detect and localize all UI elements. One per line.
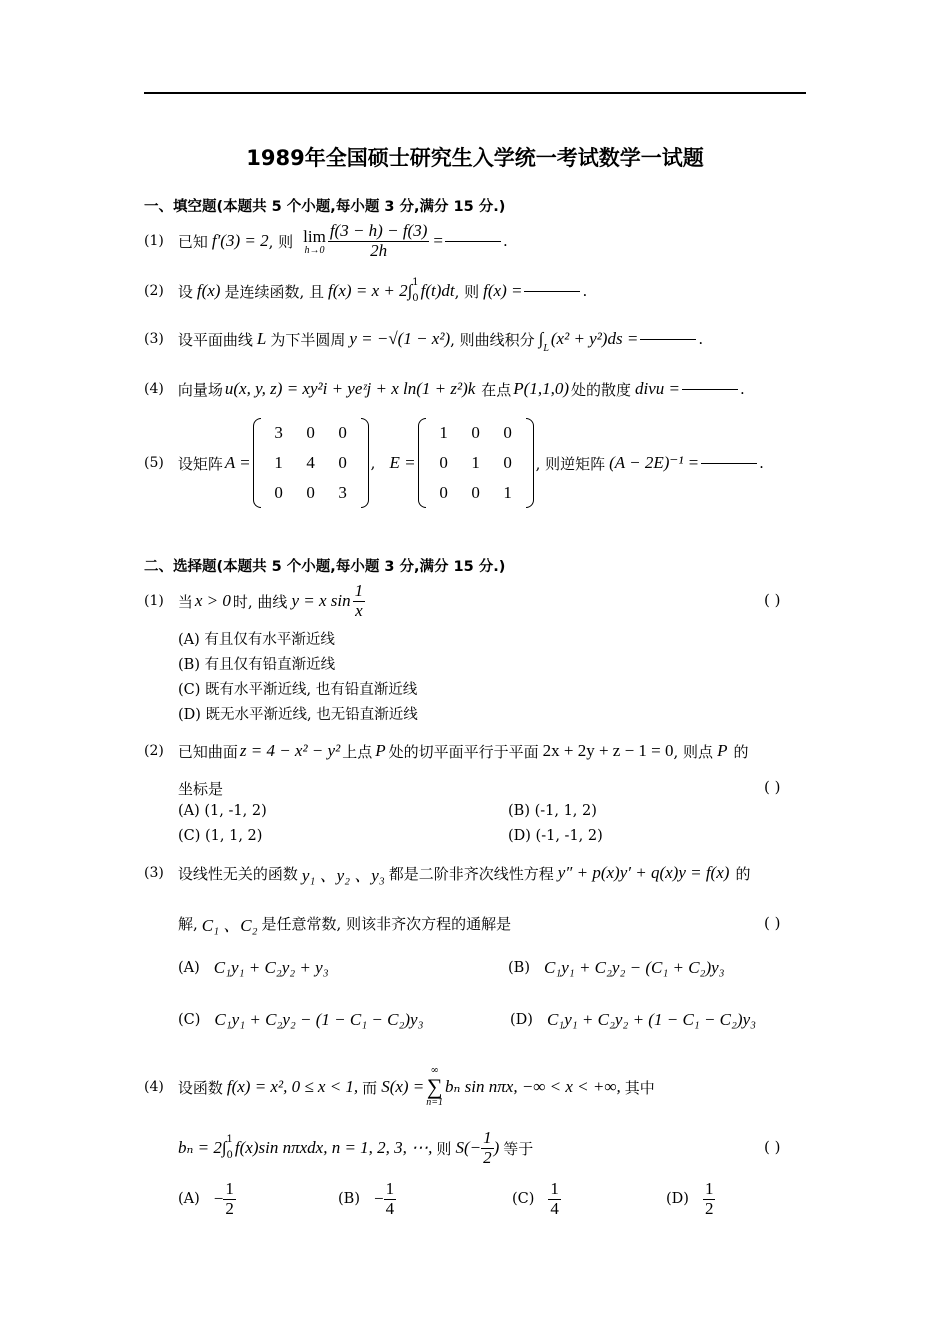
choice-q4: (4) 设函数 f(x) = x², 0 ≤ x < 1, 而 S(x) = ∞ ∑ n=1 bₙ sin nπx, −∞ < x < +∞, 其中 xyxy=(144,1065,655,1108)
option-c[interactable]: (C) $\frac{1}{4}$ xyxy=(512,1178,559,1218)
fill-q1: (1) 已知 f′(3) = 2 , 则 lim h→0 $\frac{f(3 - h) - f(3)}{2h}$ = . xyxy=(144,220,508,260)
option-c[interactable]: (C) (1, 1, 2) xyxy=(178,828,263,844)
choice-q2: (2) 已知曲面 z = 4 − x² − y² 上点 P 处的切平面平行于平面 2x + 2y + z − 1 = 0 , 则点 P 的 xyxy=(144,741,749,761)
fill-q3: (3) 设平面曲线 L 为下半圆周 y = −√(1 − x²) , 则曲线积分 ∫ L (x² + y²)ds = . xyxy=(144,329,704,354)
option-d[interactable]: (D) C₁y₁ + C₂y₂ + (1 − C₁ − C₂)y₃ xyxy=(510,1010,757,1029)
option-b[interactable]: (B) (-1, 1, 2) xyxy=(508,803,597,819)
section-2-heading: 二、选择题(本题共 5 个小题,每小题 3 分,满分 15 分.) xyxy=(144,559,506,575)
option-a[interactable]: (A) C₁y₁ + C₂y₂ + y₃ xyxy=(178,958,329,977)
option-a[interactable]: (A) 有且仅有水平渐近线 xyxy=(178,632,335,648)
limit: lim h→0 xyxy=(303,226,326,256)
fill-q5: (5) 设矩阵 A = 3 0 0 1 4 0 0 0 3 , E = 1 0 0 0 1 0 0 0 1 , 则逆矩阵 (A − 2E)⁻¹ = . xyxy=(144,420,764,506)
section-1-heading: 一、填空题(本题共 5 个小题,每小题 3 分,满分 15 分.) xyxy=(144,199,506,215)
option-c[interactable]: (C) 既有水平渐近线, 也有铅直渐近线 xyxy=(178,682,418,698)
fill-q4: (4) 向量场 u(x, y, z) = xy²i + yeᶻj + x ln(1 + z²)k 在点 P(1,1,0) 处的散度 divu = . xyxy=(144,379,745,399)
option-c[interactable]: (C) C₁y₁ + C₂y₂ − (1 − C₁ − C₂)y₃ xyxy=(178,1010,424,1029)
option-b[interactable]: (B) C₁y₁ + C₂y₂ − (C₁ + C₂)y₃ xyxy=(508,958,725,977)
option-b[interactable]: (B) − $\frac{1}{4}$ xyxy=(338,1178,395,1218)
option-a[interactable]: (A) (1, -1, 2) xyxy=(178,803,267,819)
matrix-a: 3 0 0 1 4 0 0 0 3 xyxy=(251,418,371,508)
limit-fraction: $\frac{f(3 - h) - f(3)}{2h}$ xyxy=(329,220,428,260)
choice-q3: (3) 设线性无关的函数 y₁ 、y₂ 、y₃ 都是二阶非齐次线性方程 y″ + p(x)y′ + q(x)y = f(x) 的 xyxy=(144,863,751,885)
matrix-e: 1 0 0 0 1 0 0 0 1 xyxy=(416,418,536,508)
answer-paren[interactable]: ( ) xyxy=(764,1138,781,1156)
answer-paren[interactable]: ( ) xyxy=(764,778,781,796)
answer-blank[interactable] xyxy=(524,291,580,292)
page-title: 1989年全国硕士研究生入学统一考试数学一试题 xyxy=(246,146,704,170)
option-d[interactable]: (D) (-1, -1, 2) xyxy=(508,828,603,844)
summation: ∞ ∑ n=1 xyxy=(426,1065,444,1108)
top-rule xyxy=(144,92,806,94)
option-d[interactable]: (D) $\frac{1}{2}$ xyxy=(666,1178,714,1218)
answer-blank[interactable] xyxy=(701,463,757,464)
answer-blank[interactable] xyxy=(682,389,738,390)
choice-q4-line2: bₙ = 2∫ 1 0 f(x)sin nπxdx, n = 1, 2, 3, ⋯, 则 S(− $\frac{1}{2}$ ) 等于 xyxy=(178,1127,534,1167)
answer-blank[interactable] xyxy=(445,241,501,242)
answer-paren[interactable]: ( ) xyxy=(764,914,781,932)
option-d[interactable]: (D) 既无水平渐近线, 也无铅直渐近线 xyxy=(178,707,418,723)
option-a[interactable]: (A) − $\frac{1}{2}$ xyxy=(178,1178,234,1218)
option-b[interactable]: (B) 有且仅有铅直渐近线 xyxy=(178,657,336,673)
choice-q3-line2: 解, C₁ 、C₂ 是任意常数, 则该非齐次方程的通解是 xyxy=(178,914,512,935)
fill-q2: (2) 设 f(x) 是连续函数, 且 f(x) = x + 2∫ 1 0 f(t)dt , 则 f(x) = . xyxy=(144,277,588,304)
answer-paren[interactable]: ( ) xyxy=(764,591,781,609)
answer-blank[interactable] xyxy=(640,339,696,340)
choice-q1: (1) 当 x > 0 时, 曲线 y = x sin $\frac{1}{x}$ xyxy=(144,580,364,620)
